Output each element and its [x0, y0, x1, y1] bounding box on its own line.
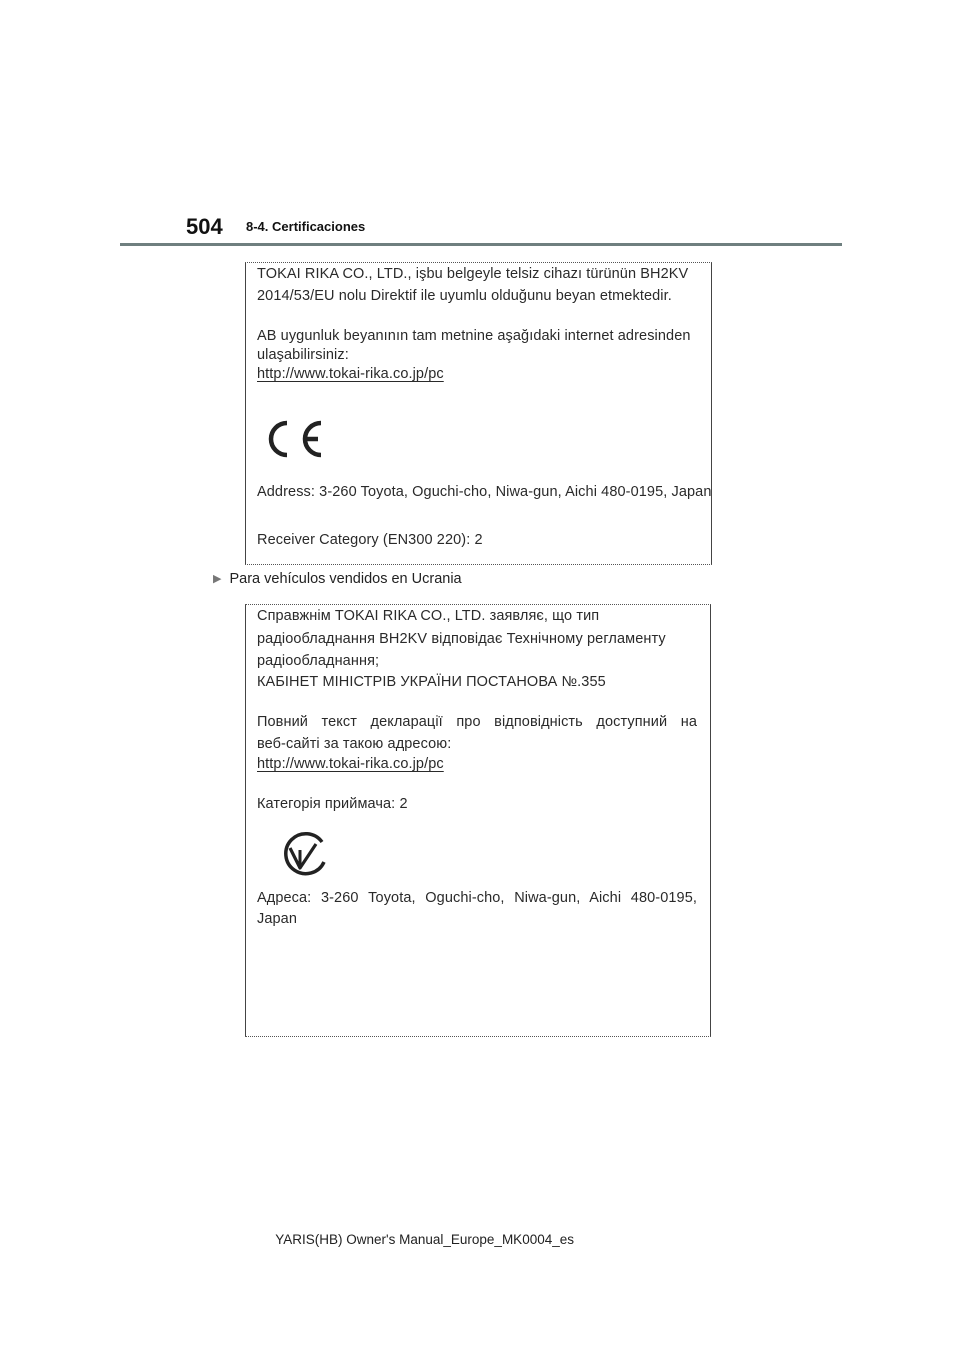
- box-bottom-edge: [245, 1036, 711, 1037]
- certification-box-turkey: [245, 262, 712, 565]
- box-top-edge: [245, 262, 712, 263]
- page-number: 504: [186, 214, 223, 239]
- ukraine-line-2: радіообладнання BH2KV відповідає Технічному регламенту: [257, 631, 666, 647]
- turkey-line-4: ulaşabilirsiniz:: [257, 347, 349, 363]
- ukrainian-conformity-mark-icon: [276, 830, 332, 880]
- certification-box-ukraine: [245, 604, 711, 1037]
- turkey-line-2: 2014/53/EU nolu Direktif ile uyumlu olduğunu beyan etmektedir.: [257, 288, 672, 304]
- ukraine-line-6: веб-сайті за такою адресою:: [257, 736, 452, 752]
- box-top-edge: [245, 604, 711, 605]
- ukraine-section-bullet: [213, 571, 462, 587]
- ukraine-line-3: радіообладнання;: [257, 653, 380, 669]
- footer-manual-id: YARIS(HB) Owner's Manual_Europe_MK0004_es: [275, 1232, 574, 1247]
- ukraine-address-line-1: Адреса: 3-260 Toyota, Oguchi-cho, Niwa-gun, Aichi 480-0195,: [257, 890, 697, 906]
- ukraine-line-4: КАБІНЕТ МІНІСТРІВ УКРАЇНИ ПОСТАНОВА №.355: [257, 674, 606, 690]
- ukraine-receiver-category: Категорія приймача: 2: [257, 796, 408, 812]
- box-bottom-edge: [245, 564, 712, 565]
- ce-mark-icon: [260, 417, 326, 461]
- turkey-url-link[interactable]: http://www.tokai-rika.co.jp/pc: [257, 366, 444, 382]
- header-rule: [120, 243, 842, 246]
- turkey-receiver-category: Receiver Category (EN300 220): 2: [257, 532, 483, 548]
- triangle-bullet-icon: ▶: [213, 573, 222, 585]
- ukraine-url-link[interactable]: http://www.tokai-rika.co.jp/pc: [257, 756, 444, 772]
- turkey-address: Address: 3-260 Toyota, Oguchi-cho, Niwa-gun, Aichi 480-0195, Japan: [257, 484, 712, 500]
- turkey-line-1: TOKAI RIKA CO., LTD., işbu belgeyle telsiz cihazı türünün BH2KV: [257, 266, 689, 282]
- ukraine-address-line-2: Japan: [257, 911, 298, 927]
- section-title: 8-4. Certificaciones: [246, 219, 366, 234]
- ukraine-line-5: Повний текст декларації про відповідність доступний на: [257, 714, 697, 730]
- ukraine-section-label: Para vehículos vendidos en Ucrania: [229, 571, 462, 587]
- ukraine-line-1: Справжнім TOKAI RIKA CO., LTD. заявляє, що тип: [257, 608, 600, 624]
- turkey-line-3: AB uygunluk beyanının tam metnine aşağıdaki internet adresinden: [257, 328, 691, 344]
